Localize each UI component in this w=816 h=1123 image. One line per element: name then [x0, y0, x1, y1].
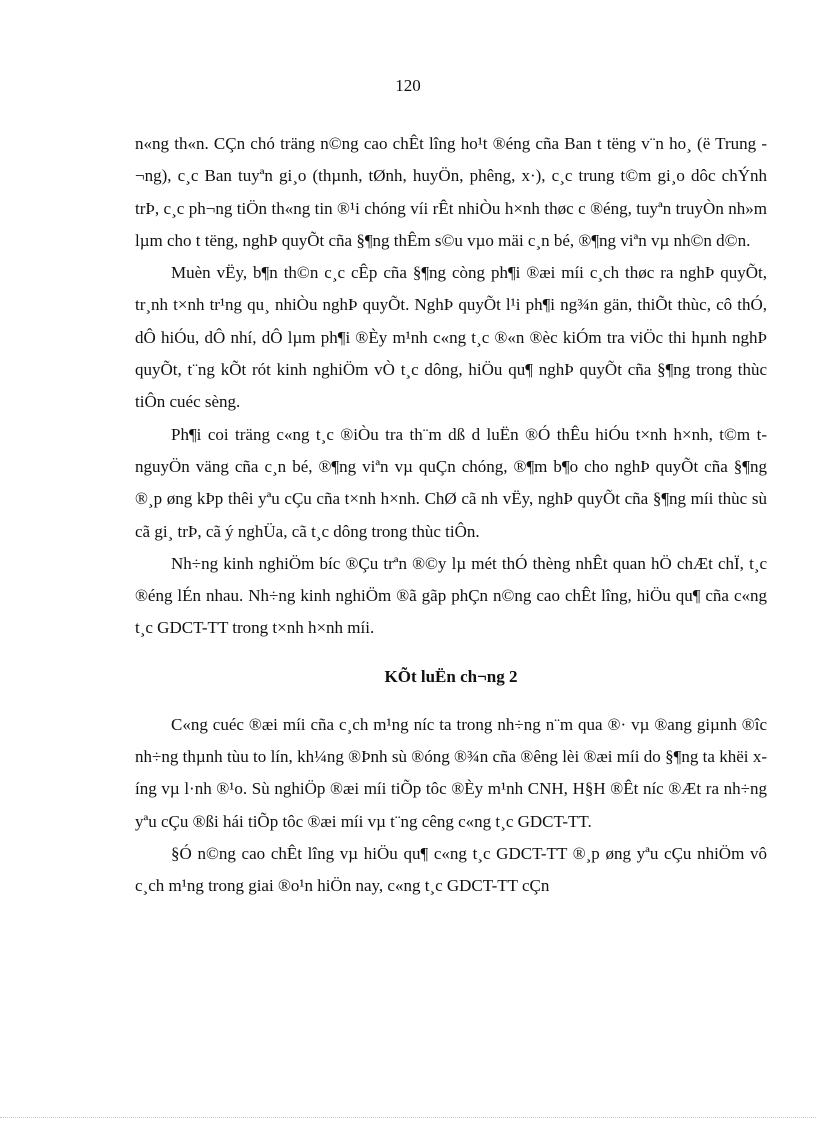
section-heading: KÕt luËn ch¬ng 2	[384, 666, 518, 686]
paragraph-6: §Ó n©ng cao chÊt lîng vµ hiÖu qu¶ c«ng t¸c GDCT-TT ®¸p øng yªu cÇu nhiÖm vô c¸ch m¹ng trong giai ®o¹n hiÖn nay, c«ng t¸c GDCT-TT cÇn	[135, 843, 767, 896]
paragraph-1: n«ng th«n. CÇn chó träng n©ng cao chÊt lîng ho¹t ®éng cña Ban t tëng v¨n ho¸ (ë Trung ¬ng), c¸c Ban tuyªn gi¸o (thµnh, tØnh, huyÖn, phêng, x·), c¸c trung t©m gi¸o dôc chÝnh trÞ, c¸c ph¬ng tiÖn th«ng tin ®¹i chóng víi rÊt nhiÒu h×nh thøc c ®éng, tuyªn truyÒn nh»m lµm cho t tëng, nghÞ quyÕt cña §¶ng thÊm s©u vµo mäi c¸n bé, ®¶ng viªn vµ nh©n d©n.	[135, 134, 767, 250]
paragraph-4: Nh÷ng kinh nghiÖm bíc ®Çu trªn ®©y lµ mét thÓ thèng nhÊt quan hÖ chÆt chÏ, t¸c ®éng lÉn nhau. Nh÷ng kinh nghiÖm ®ã gãp phÇn n©ng cao chÊt lîng, hiÖu qu¶ cña c«ng t¸c GDCT-TT trong t×nh h×nh míi.	[135, 553, 767, 638]
paragraph-3: Ph¶i coi träng c«ng t¸c ®iÒu tra th¨m dß d luËn ®Ó thÊu hiÓu t×nh h×nh, t©m t nguyÖn väng cña c¸n bé, ®¶ng viªn vµ quÇn chóng, ®¶m b¶o cho nghÞ quyÕt cña §¶ng ®¸p øng kÞp thêi yªu cÇu cña t×nh h×nh. ChØ cã nh vËy, nghÞ quyÕt cña §¶ng míi thùc sù cã gi¸ trÞ, cã ý nghÜa, cã t¸c dông trong thùc tiÔn.	[135, 424, 767, 541]
page-body	[135, 128, 767, 903]
page-bottom-divider	[0, 1117, 816, 1118]
page-number: 120	[395, 76, 421, 95]
paragraph-2: Muèn vËy, b¶n th©n c¸c cÊp cña §¶ng còng ph¶i ®æi míi c¸ch thøc ra nghÞ quyÕt, tr¸nh t×nh tr¹ng qu¸ nhiÒu nghÞ quyÕt. NghÞ quyÕt l¹i ph¶i ng¾n gän, thiÕt thùc, cô thÓ, dÔ hiÓu, dÔ nhí, dÔ lµm ph¶i ®Èy m¹nh c«ng t¸c ®«n ®èc kiÓm tra viÖc thi hµnh nghÞ quyÕt, t¨ng kÕt rót kinh nghiÖm vÒ t¸c dông, hiÖu qu¶ nghÞ quyÕt cña §¶ng trong thùc tiÔn cuéc sèng.	[135, 263, 767, 412]
paragraph-5: C«ng cuéc ®æi míi cña c¸ch m¹ng níc ta trong nh÷ng n¨m qua ®· vµ ®ang giµnh ®îc nh÷ng thµnh tùu to lín, kh¼ng ®Þnh sù ®óng ®¾n cña ®êng lèi ®æi míi do §¶ng ta khëi xíng vµ l·nh ®¹o. Sù nghiÖp ®æi míi tiÕp tôc ®Èy m¹nh CNH, H§H ®Êt níc ®Æt ra nh÷ng yªu cÇu ®ßi hái tiÕp tôc ®æi míi vµ t¨ng cêng c«ng t¸c GDCT-TT.	[135, 714, 767, 831]
